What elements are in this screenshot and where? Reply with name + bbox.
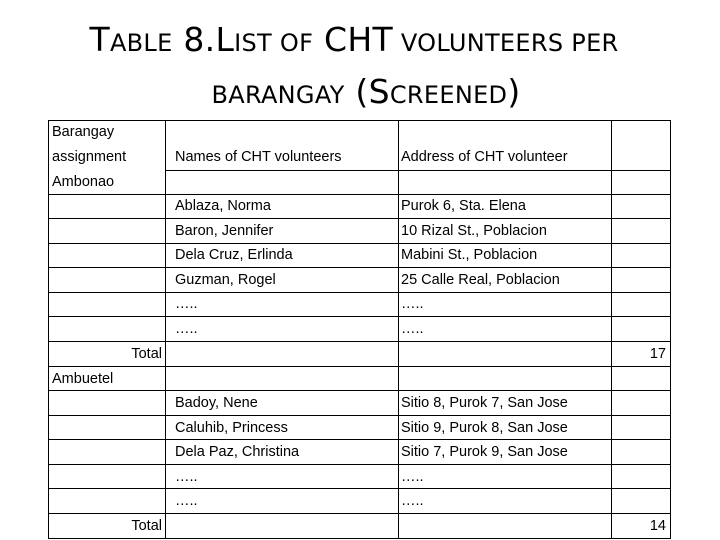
volunteer-address: ….. [401,296,424,312]
header-barangay-line2: assignment [52,149,127,165]
volunteer-address: Purok 6, Sta. Elena [401,198,526,214]
volunteer-name: ….. [175,296,198,312]
total-label: Total [131,518,162,534]
table-row-divider [48,218,671,219]
volunteer-address: Mabini St., Poblacion [401,247,538,263]
table-border-right [670,120,671,538]
title-fragment: 8.L [172,20,235,59]
title-fragment: ) [507,72,521,111]
table-row-divider [48,316,671,317]
volunteer-address: ….. [401,469,424,485]
table-row-divider [48,366,671,367]
table-column-divider [165,120,166,538]
volunteer-name: ….. [175,469,198,485]
table-row-divider [48,341,671,342]
total-value: 17 [649,346,666,362]
volunteer-address: Sitio 8, Purok 7, San Jose [401,395,568,411]
volunteer-address: ….. [401,493,424,509]
volunteer-name: Caluhib, Princess [175,420,288,436]
table-row-divider [48,488,671,489]
title-fragment: CREENED [389,81,508,109]
table-border-left [48,120,49,538]
table-row-divider [48,243,671,244]
volunteer-address: 10 Rizal St., Poblacion [401,223,547,239]
table-border-bottom [48,538,671,539]
volunteer-name: Baron, Jennifer [175,223,274,239]
volunteer-name: Ablaza, Norma [175,198,271,214]
volunteer-address: Sitio 7, Purok 9, San Jose [401,444,568,460]
title-fragment: IST OF [234,29,314,57]
table-border-top [48,120,671,121]
title-fragment: VOLUNTEERS PER [392,29,619,57]
table-row-divider [48,464,671,465]
volunteer-name: Dela Paz, Christina [175,444,300,460]
table-row-divider [48,439,671,440]
title-fragment: T [89,20,110,59]
title-fragment: CHT [313,20,393,59]
volunteers-table [48,120,671,538]
volunteer-address: Sitio 9, Purok 8, San Jose [401,420,568,436]
table-column-divider [398,120,399,538]
volunteer-name: Badoy, Nene [175,395,258,411]
header-names: Names of CHT volunteers [175,149,342,165]
table-row-divider [48,415,671,416]
page-title-line-2 [6,72,720,111]
total-value: 14 [649,518,666,534]
barangay-name: Ambuetel [52,371,114,387]
volunteer-name: Guzman, Rogel [175,272,276,288]
title-fragment: (S [344,72,390,111]
table-row-divider [48,292,671,293]
total-label: Total [131,346,162,362]
volunteer-address: ….. [401,321,424,337]
table-row-divider [48,194,671,195]
volunteer-address: 25 Calle Real, Poblacion [401,272,560,288]
table-row-divider [48,513,671,514]
header-barangay-line1: Barangay [52,124,115,140]
volunteer-name: ….. [175,493,198,509]
volunteer-name: ….. [175,321,198,337]
table-row-divider [48,390,671,391]
table-column-divider [611,120,612,538]
title-fragment: ABLE [109,29,173,57]
table-row-divider [48,267,671,268]
barangay-name: Ambonao [52,174,115,190]
page-title-line-1 [0,20,714,59]
header-address: Address of CHT volunteer [401,149,568,165]
volunteer-name: Dela Cruz, Erlinda [175,247,293,263]
header-divider [165,170,671,171]
title-fragment: BARANGAY [211,81,345,109]
